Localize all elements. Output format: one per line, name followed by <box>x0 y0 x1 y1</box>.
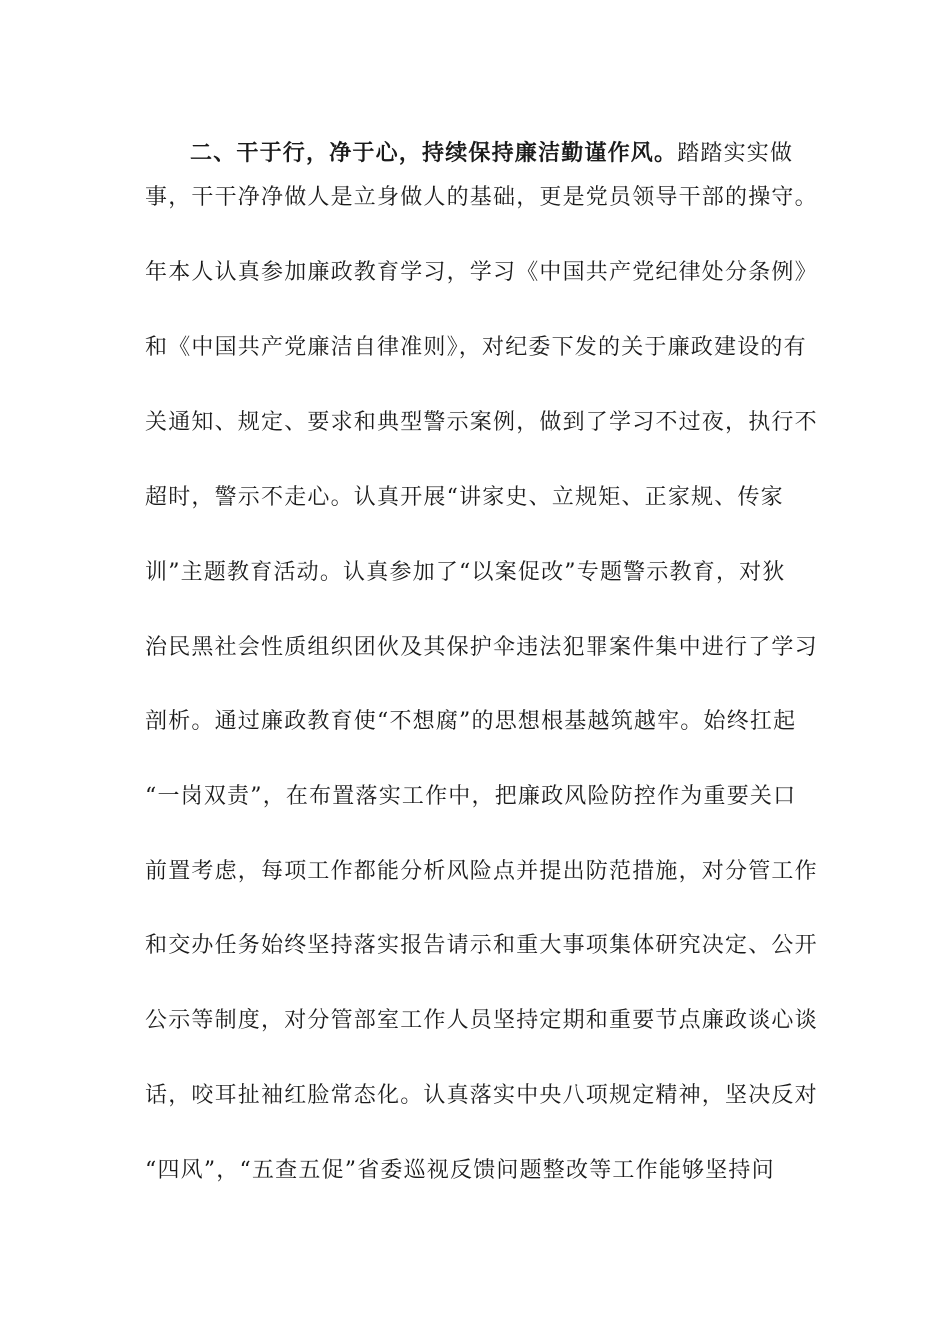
paragraph-line: 治民黑社会性质组织团伙及其保护伞违法犯罪案件集中进行了学习 <box>145 635 818 660</box>
paragraph-line: 训”主题教育活动。认真参加了“以案促改”专题警示教育，对狄 <box>145 560 786 585</box>
paragraph-line: 年本人认真参加廉政教育学习，学习《中国共产党纪律处分条例》 <box>145 260 818 285</box>
paragraph-line: 公示等制度，对分管部室工作人员坚持定期和重要节点廉政谈心谈 <box>145 1008 818 1033</box>
paragraph-line: “四风”，“五查五促”省委巡视反馈问题整改等工作能够坚持问 <box>145 1158 775 1183</box>
paragraph-line: 事，干干净净做人是立身做人的基础，更是党员领导干部的操守。 <box>145 185 818 210</box>
paragraph-line: 超时，警示不走心。认真开展“讲家史、立规矩、正家规、传家 <box>145 485 784 510</box>
paragraph-line: 和《中国共产党廉洁自律准则》，对纪委下发的关于廉政建设的有 <box>145 335 807 360</box>
paragraph-line: 话，咬耳扯袖红脸常态化。认真落实中央八项规定精神，坚决反对 <box>145 1083 818 1108</box>
paragraph-line: “一岗双责”，在布置落实工作中，把廉政风险防控作为重要关口 <box>145 784 797 809</box>
first-line-text: 踏踏实实做 <box>677 141 794 166</box>
paragraph-line: 剖析。通过廉政教育使“不想腐”的思想根基越筑越牢。始终扛起 <box>145 709 797 734</box>
section-heading: 二、干于行，净于心，持续保持廉洁勤谨作风。 <box>190 140 678 166</box>
paragraph-first-line <box>190 138 805 169</box>
paragraph-line: 关通知、规定、要求和典型警示案例，做到了学习不过夜，执行不 <box>145 410 818 435</box>
paragraph-line: 和交办任务始终坚持落实报告请示和重大事项集体研究决定、公开 <box>145 933 818 958</box>
paragraph-line: 前置考虑，每项工作都能分析风险点并提出防范措施，对分管工作 <box>145 859 818 884</box>
